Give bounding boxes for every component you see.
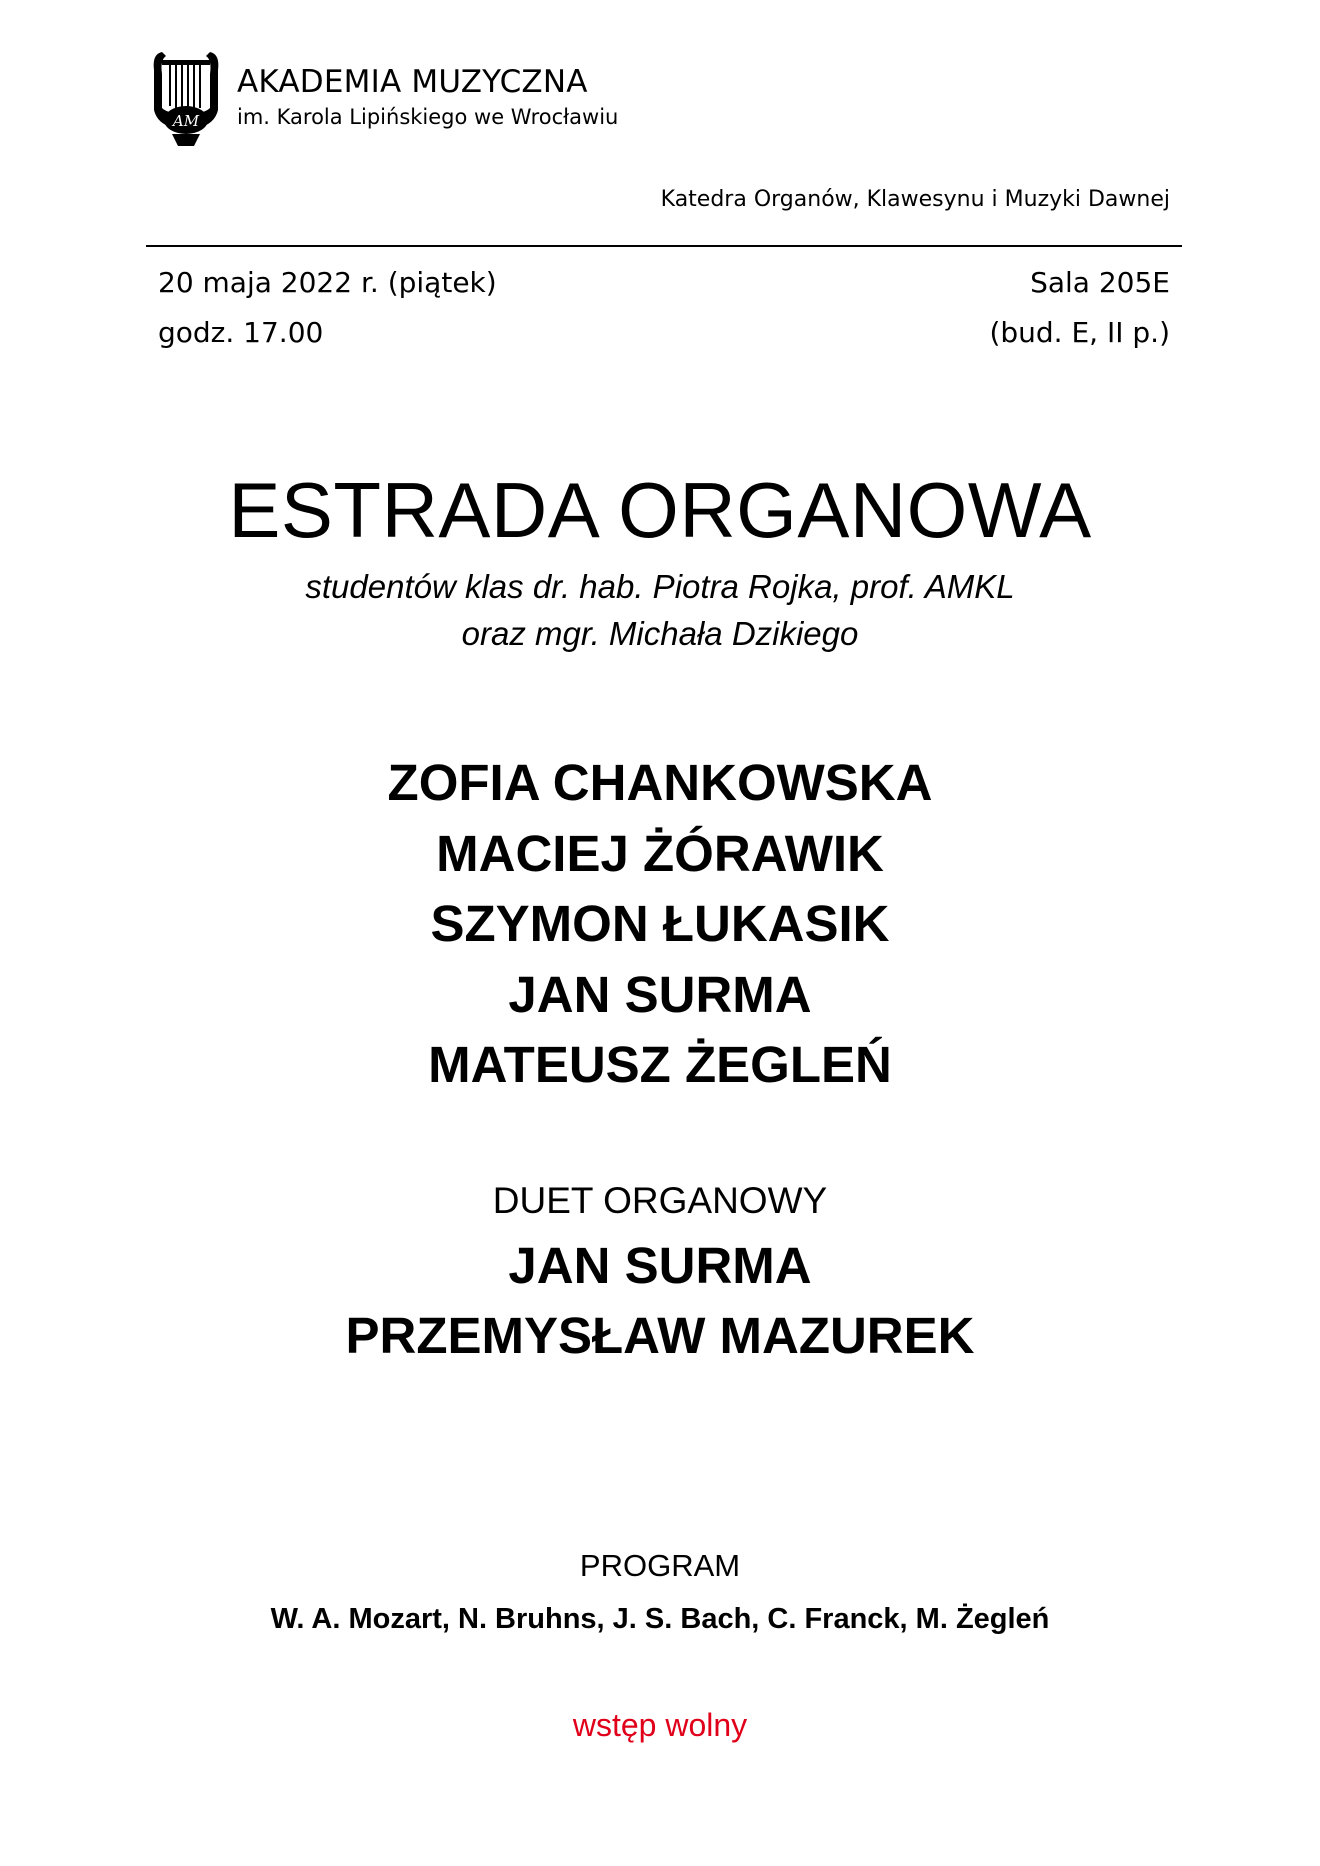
event-subtitle — [0, 563, 1320, 657]
event-title: ESTRADA ORGANOWA — [228, 466, 1092, 554]
header-divider — [146, 245, 1182, 247]
duet-performer-name: JAN SURMA — [508, 1237, 812, 1294]
institution-subtitle: im. Karola Lipińskiego we Wrocławiu — [237, 105, 619, 129]
duet-performer-name: PRZEMYSŁAW MAZUREK — [345, 1307, 975, 1364]
program-label: PROGRAM — [579, 1548, 741, 1583]
event-room: Sala 205E — [1030, 266, 1170, 299]
event-building: (bud. E, II p.) — [989, 316, 1170, 349]
duet-performer-list — [0, 1231, 1320, 1371]
institution-name: AKADEMIA MUZYCZNA — [237, 64, 588, 100]
svg-text:AM: AM — [172, 112, 200, 130]
event-time: godz. 17.00 — [158, 316, 324, 349]
entry-note: wstęp wolny — [572, 1707, 748, 1743]
program-composers: W. A. Mozart, N. Bruhns, J. S. Bach, C. Franck, M. Żegleń — [270, 1603, 1050, 1635]
event-date: 20 maja 2022 r. (piątek) — [158, 266, 497, 299]
performer-name: SZYMON ŁUKASIK — [430, 895, 890, 952]
performer-list — [0, 748, 1320, 1101]
performer-name: ZOFIA CHANKOWSKA — [387, 754, 933, 811]
department-name: Katedra Organów, Klawesynu i Muzyki Dawnej — [660, 187, 1170, 212]
event-datetime — [158, 258, 497, 358]
performer-name: MACIEJ ŻÓRAWIK — [436, 824, 884, 882]
subtitle-line: oraz mgr. Michała Dzikiego — [461, 615, 859, 652]
lyre-icon — [148, 48, 224, 148]
event-location — [989, 258, 1170, 358]
duet-label: DUET ORGANOWY — [492, 1180, 828, 1221]
performer-name: MATEUSZ ŻEGLEŃ — [428, 1036, 892, 1093]
performer-name: JAN SURMA — [508, 965, 812, 1023]
subtitle-line: studentów klas dr. hab. Piotra Rojka, prof. AMKL — [305, 568, 1015, 605]
